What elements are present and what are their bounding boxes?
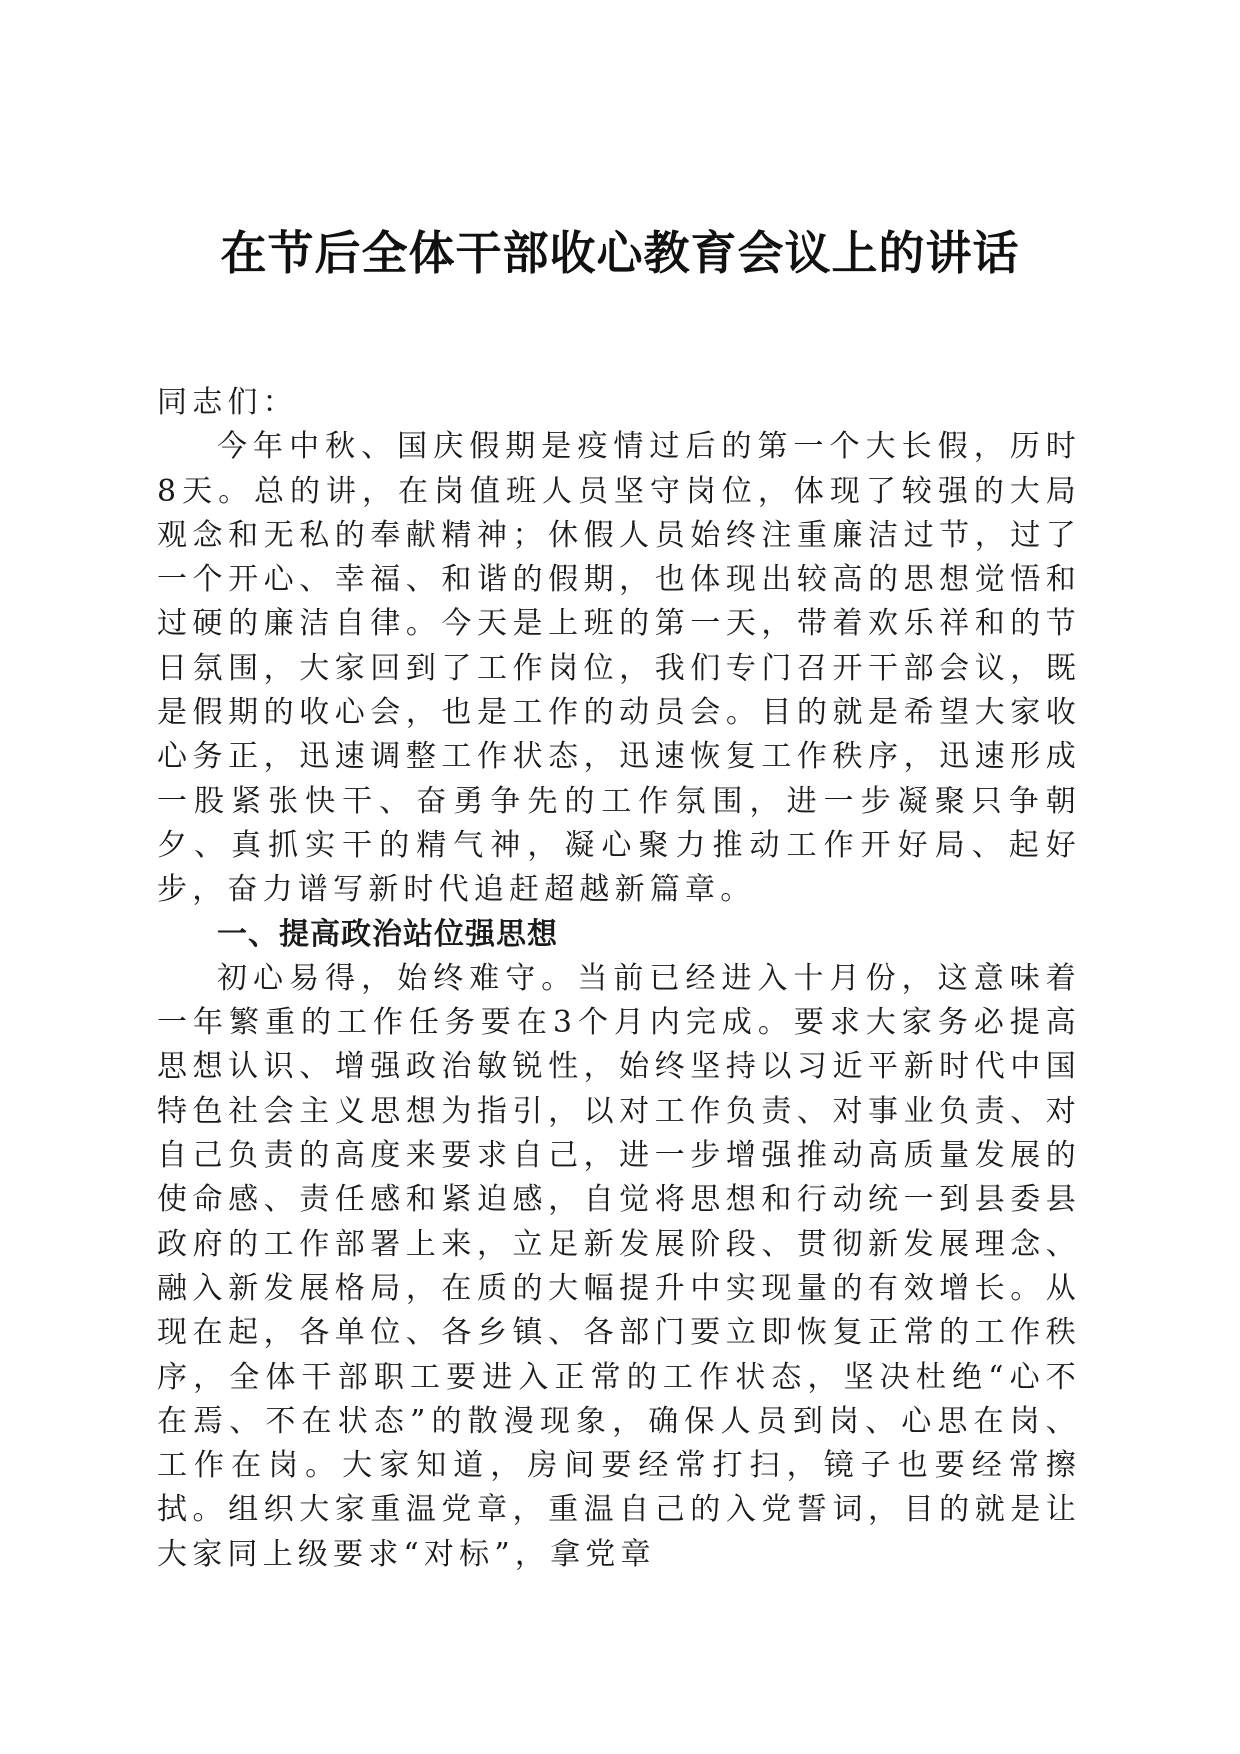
salutation: 同志们： <box>157 385 298 420</box>
document-body <box>157 381 1081 1577</box>
section-heading-1: 一、提高政治站位强思想 <box>217 916 558 952</box>
document-title: 在节后全体干部收心教育会议上的讲话 <box>220 226 1020 280</box>
opening-paragraph: 今年中秋、国庆假期是疫情过后的第一个大长假，历时8天。总的讲，在岗值班人员坚守岗位，体现了较强的大局观念和无私的奉献精神；休假人员始终注重廉洁过节，过了一个开心、幸福、和谐的假期，也体现出较高的思想觉悟和过硬的廉洁自律。今天是上班的第一天，带着欢乐祥和的节日氛围，大家回到了工作岗位，我们专门召开干部会议，既是假期的收心会，也是工作的动员会。目的就是希望大家收心务正，迅速调整工作状态，迅速恢复工作秩序，迅速形成一股紧张快干、奋勇争先的工作氛围，进一步凝聚只争朝夕、真抓实干的精气神，凝心聚力推动工作开好局、起好步，奋力谱写新时代追赶超越新篇章。 <box>157 429 1081 908</box>
section-1-paragraph: 初心易得，始终难守。当前已经进入十月份，这意味着一年繁重的工作任务要在3个月内完成。要求大家务必提高思想认识、增强政治敏锐性，始终坚持以习近平新时代中国特色社会主义思想为指引，以对工作负责、对事业负责、对自己负责的高度来要求自己，进一步增强推动高质量发展的使命感、责任感和紧迫感，自觉将思想和行动统一到县委县政府的工作部署上来，立足新发展阶段、贯彻新发展理念、融入新发展格局，在质的大幅提升中实现量的有效增长。从现在起，各单位、各乡镇、各部门要立即恢复正常的工作秩序，全体干部职工要进入正常的工作状态，坚决杜绝“心不在焉、不在状态”的散漫现象，确保人员到岗、心思在岗、工作在岗。大家知道，房间要经常打扫，镜子也要经常擦拭。组织大家重温党章，重温自己的入党誓词，目的就是让大家同上级要求“对标”，拿党章 <box>157 960 1081 1572</box>
